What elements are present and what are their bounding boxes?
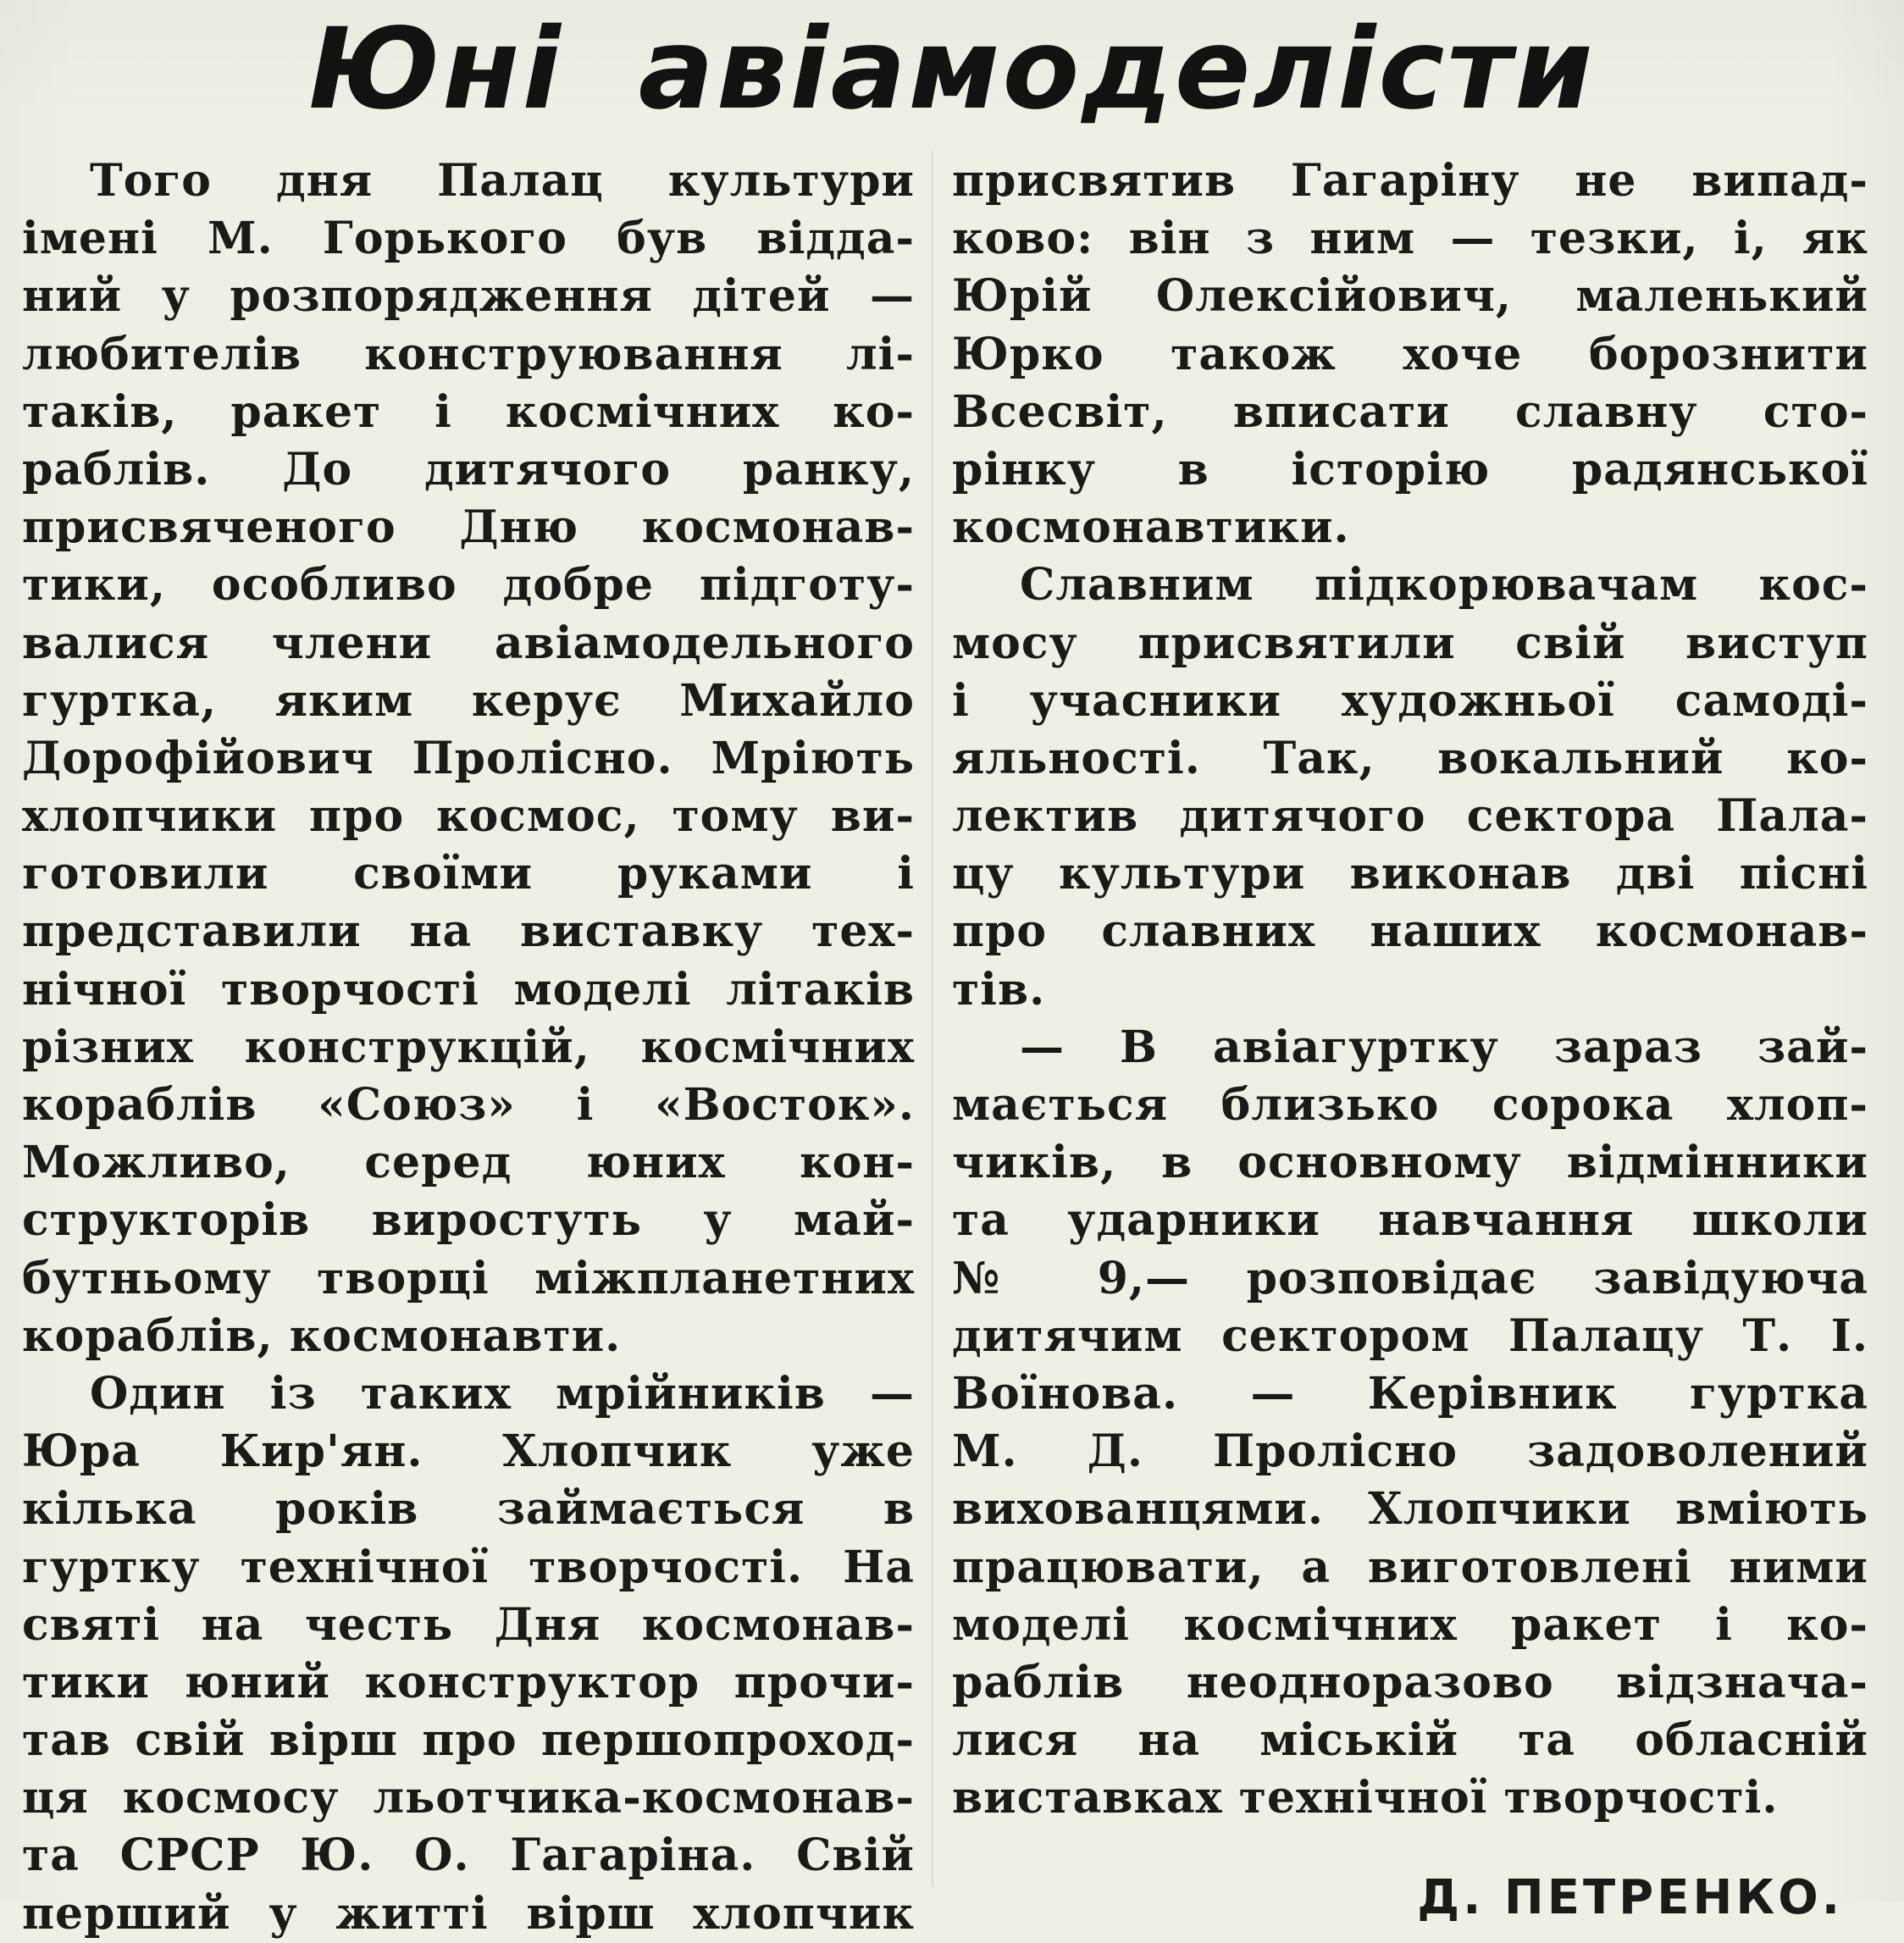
text-line: структорів виростуть у май- bbox=[22, 1194, 915, 1247]
text-line: Можливо, серед юних кон- bbox=[22, 1137, 915, 1189]
text-line: таків, ракет і космічних ко- bbox=[22, 385, 915, 438]
text-line: про славних наших космонав- bbox=[952, 905, 1868, 958]
text-line: Того дня Палац культури bbox=[90, 155, 915, 207]
text-line: валися члени авіамодельного bbox=[22, 617, 915, 669]
text-line: Дорофійович Пролісно. Мріють bbox=[22, 732, 915, 784]
text-line: кораблів «Союз» і «Восток». bbox=[22, 1079, 915, 1131]
text-line: імені М. Горького був відда- bbox=[22, 213, 915, 265]
text-line: тів. bbox=[952, 963, 1046, 1016]
text-line: вихованцями. Хлопчики вміють bbox=[952, 1483, 1868, 1536]
text-line: космонавтики. bbox=[952, 501, 1350, 554]
text-line: бутньому творці міжпланетних bbox=[22, 1252, 915, 1304]
text-line: мосу присвятили свій виступ bbox=[952, 617, 1868, 669]
text-line: раблів. До дитячого ранку, bbox=[22, 443, 915, 495]
article-column-left bbox=[22, 152, 915, 1940]
text-line: тав свій вірш про першопроход- bbox=[22, 1714, 915, 1767]
text-line: Юрко також хоче борознити bbox=[952, 328, 1868, 380]
article-headline: Юні авіамоделісти bbox=[308, 4, 1596, 135]
text-line: Воїнова. — Керівник гуртка bbox=[952, 1367, 1868, 1420]
text-line: яльності. Так, вокальний ко- bbox=[952, 732, 1868, 784]
text-line: Юра Кир'ян. Хлопчик уже bbox=[22, 1425, 915, 1478]
text-line: гуртка, яким керує Михайло bbox=[22, 674, 915, 727]
text-line: присвяченого Дню космонав- bbox=[22, 501, 915, 554]
text-line: виставках технічної творчості. bbox=[952, 1772, 1779, 1824]
text-line: ково: він з ним — тезки, і, як bbox=[952, 213, 1868, 265]
text-line: кораблів, космонавти. bbox=[22, 1309, 622, 1362]
text-line: раблів неодноразово відзнача- bbox=[952, 1656, 1868, 1708]
text-line: святі на честь Дня космонав- bbox=[22, 1598, 915, 1651]
text-line: ний у розпорядження дітей — bbox=[22, 270, 915, 323]
text-line: рінку в історію радянської bbox=[952, 443, 1868, 495]
text-line: мається близько сорока хлоп- bbox=[952, 1079, 1868, 1131]
text-line: і учасники художньої самоді- bbox=[952, 674, 1868, 727]
text-line: Один із таких мрійників — bbox=[90, 1367, 915, 1420]
text-line: дитячим сектором Палацу Т. І. bbox=[952, 1309, 1868, 1362]
column-divider bbox=[932, 151, 933, 1887]
text-line: представили на виставку тех- bbox=[22, 905, 915, 958]
text-line: любителів конструювання лі- bbox=[22, 328, 915, 380]
text-line: ця космосу льотчика-космонав- bbox=[22, 1772, 915, 1824]
text-line: різних конструкцій, космічних bbox=[22, 1021, 915, 1073]
text-line: Славним підкорювачам кос- bbox=[1020, 559, 1868, 612]
text-line: перший у житті вірш хлопчик bbox=[22, 1887, 915, 1940]
text-line: — В авіагуртку зараз зай- bbox=[1020, 1021, 1868, 1073]
text-line: М. Д. Пролісно задоволений bbox=[952, 1425, 1868, 1478]
text-line: цу культури виконав дві пісні bbox=[952, 848, 1868, 900]
author-signature: Д. ПЕТРЕНКО. bbox=[1417, 1870, 1843, 1926]
text-line: моделі космічних ракет і ко- bbox=[952, 1598, 1868, 1651]
text-line: тики юний конструктор прочи- bbox=[22, 1656, 915, 1708]
text-line: працювати, а виготовлені ними bbox=[952, 1541, 1868, 1593]
text-line: гуртку технічної творчості. На bbox=[22, 1541, 915, 1593]
text-line: та ударники навчання школи bbox=[952, 1194, 1868, 1247]
text-line: та СРСР Ю. О. Гагаріна. Свій bbox=[22, 1830, 915, 1882]
text-line: Всесвіт, вписати славну сто- bbox=[952, 385, 1868, 438]
article-column-right bbox=[952, 152, 1868, 1926]
text-line: кілька років займається в bbox=[22, 1483, 915, 1536]
text-line: готовили своїми руками і bbox=[22, 848, 915, 900]
text-line: лися на міській та обласній bbox=[952, 1714, 1868, 1767]
text-line: № 9,— розповідає завідуюча bbox=[952, 1252, 1868, 1304]
text-line: Юрій Олексійович, маленький bbox=[952, 270, 1868, 323]
text-line: хлопчики про космос, тому ви- bbox=[22, 790, 915, 843]
text-line: нічної творчості моделі літаків bbox=[22, 963, 915, 1016]
text-line: присвятив Гагаріну не випад- bbox=[952, 155, 1868, 207]
text-line: тики, особливо добре підготу- bbox=[22, 559, 915, 612]
text-line: лектив дитячого сектора Пала- bbox=[952, 790, 1868, 843]
text-line: чиків, в основному відмінники bbox=[952, 1137, 1868, 1189]
